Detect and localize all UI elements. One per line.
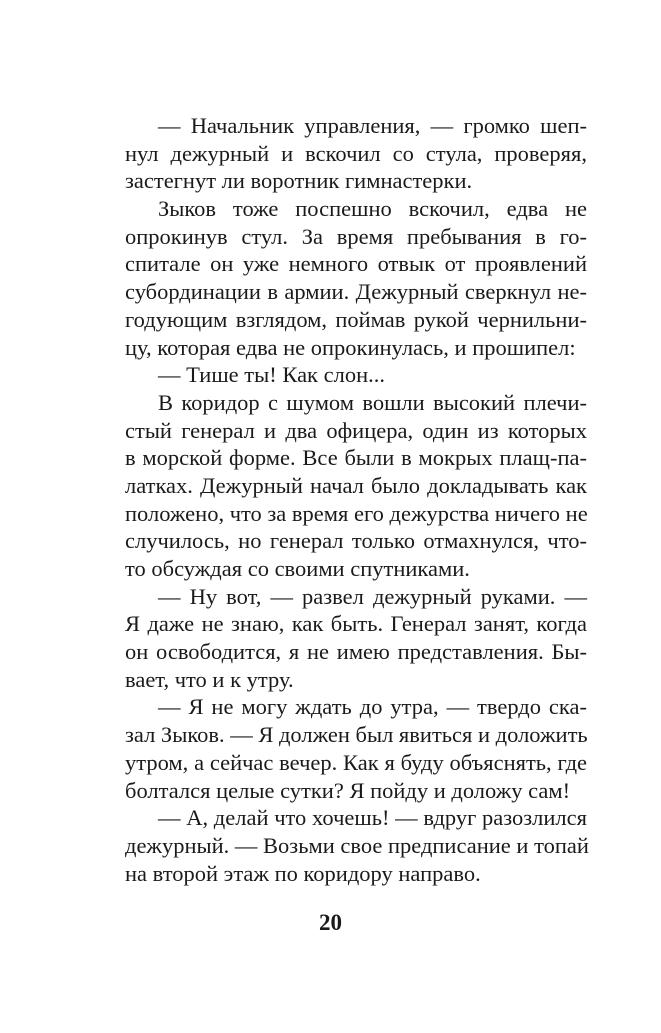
text-line: спитале он уже немного отвык от проявлений — [125, 251, 587, 277]
text-line: в морской форме. Все были в мокрых плащ-па- — [125, 445, 587, 471]
text-line: Зыков тоже поспешно вскочил, едва не — [158, 196, 587, 222]
text-line: то обсуждая со своими спутниками. — [125, 556, 470, 581]
text-line: — А, делай что хочешь! — вдруг разозлился — [158, 805, 587, 831]
text-line: на второй этаж по коридору направо. — [125, 860, 481, 886]
text-line: годующим взглядом, поймав рукой чернильни- — [125, 306, 587, 332]
text-line: вает, что и к утру. — [125, 666, 294, 692]
paragraph — [125, 112, 587, 195]
paragraph — [125, 361, 587, 389]
text-line: опрокинув стул. За время пребывания в го- — [125, 223, 587, 249]
text-line: положено, что за время его дежурства ничего не — [125, 500, 588, 526]
text-line: латках. Дежурный начал было докладывать как — [125, 472, 587, 498]
text-line: — Тише ты! Как слон... — [158, 362, 385, 388]
paragraph — [125, 693, 587, 804]
paragraph — [125, 804, 587, 887]
paragraph — [125, 389, 587, 583]
text-line: нул дежурный и вскочил со стула, проверяя, — [125, 140, 587, 166]
text-line: В коридор с шумом вошли высокий плечи- — [158, 389, 587, 415]
paragraph — [125, 195, 587, 361]
text-line: субординации в армии. Дежурный сверкнул не- — [125, 279, 587, 305]
paragraph — [125, 583, 587, 694]
body-text — [125, 112, 587, 887]
text-line: — Ну вот, — развел дежурный руками. — — [158, 583, 587, 609]
text-line: дежурный. — Возьми свое предписание и топай — [125, 832, 589, 858]
text-line: цу, которая едва не опрокинулась, и прошипел: — [125, 334, 576, 360]
text-line: Я даже не знаю, как быть. Генерал занят, когда — [125, 611, 587, 637]
text-line: стый генерал и два офицера, один из которых — [125, 417, 587, 443]
text-line: случилось, но генерал только отмахнулся, что- — [125, 528, 587, 554]
text-line: зал Зыков. — Я должен был явиться и доложить — [125, 722, 588, 748]
page-number: 20 — [319, 910, 342, 935]
text-line: — Я не могу ждать до утра, — твердо ска- — [158, 694, 587, 720]
text-line: утром, а сейчас вечер. Как я буду объяснять, где — [125, 749, 587, 775]
text-line: болтался целые сутки? Я пойду и доложу сам! — [125, 777, 571, 803]
text-line: застегнут ли воротник гимнастерки. — [125, 168, 473, 194]
text-line: — Начальник управления, — громко шеп- — [158, 113, 587, 138]
text-line: он освободится, я не имею представления. Бы- — [125, 639, 587, 665]
